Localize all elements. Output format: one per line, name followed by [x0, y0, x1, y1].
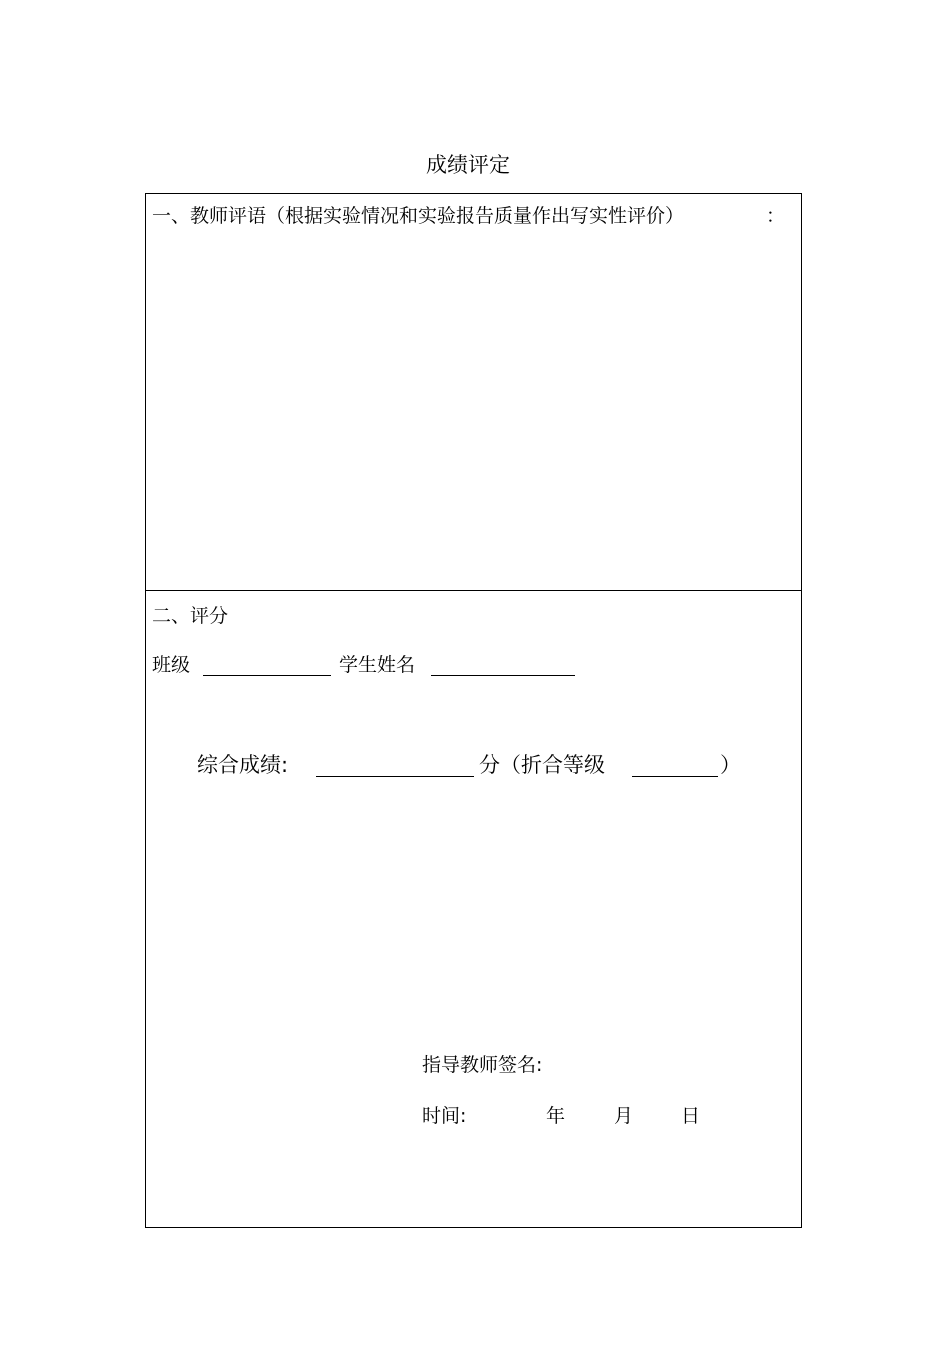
scoring-heading: 二、评分	[152, 605, 229, 627]
teacher-comment-area[interactable]	[146, 234, 801, 584]
signature-label: 指导教师签名:	[422, 1054, 543, 1076]
total-score-label: 综合成绩:	[197, 753, 289, 777]
month-label: 月	[614, 1105, 634, 1127]
time-label: 时间:	[422, 1105, 467, 1127]
class-blank[interactable]	[203, 675, 331, 676]
grading-form-table	[145, 193, 802, 1228]
grade-level-blank[interactable]	[632, 776, 718, 777]
student-name-blank[interactable]	[431, 675, 575, 676]
section-divider	[146, 590, 801, 591]
student-name-label: 学生姓名	[339, 654, 416, 676]
score-unit-label: 分（折合等级	[479, 753, 605, 777]
teacher-comment-heading: 一、教师评语（根据实验情况和实验报告质量作出写实性评价）	[152, 205, 685, 227]
close-paren: ）	[720, 753, 741, 777]
class-label: 班级	[152, 654, 191, 676]
total-score-blank[interactable]	[316, 776, 474, 777]
teacher-comment-colon: ：	[766, 205, 786, 227]
day-label: 日	[681, 1105, 701, 1127]
page-title: 成绩评定	[426, 153, 510, 177]
year-label: 年	[546, 1105, 566, 1127]
